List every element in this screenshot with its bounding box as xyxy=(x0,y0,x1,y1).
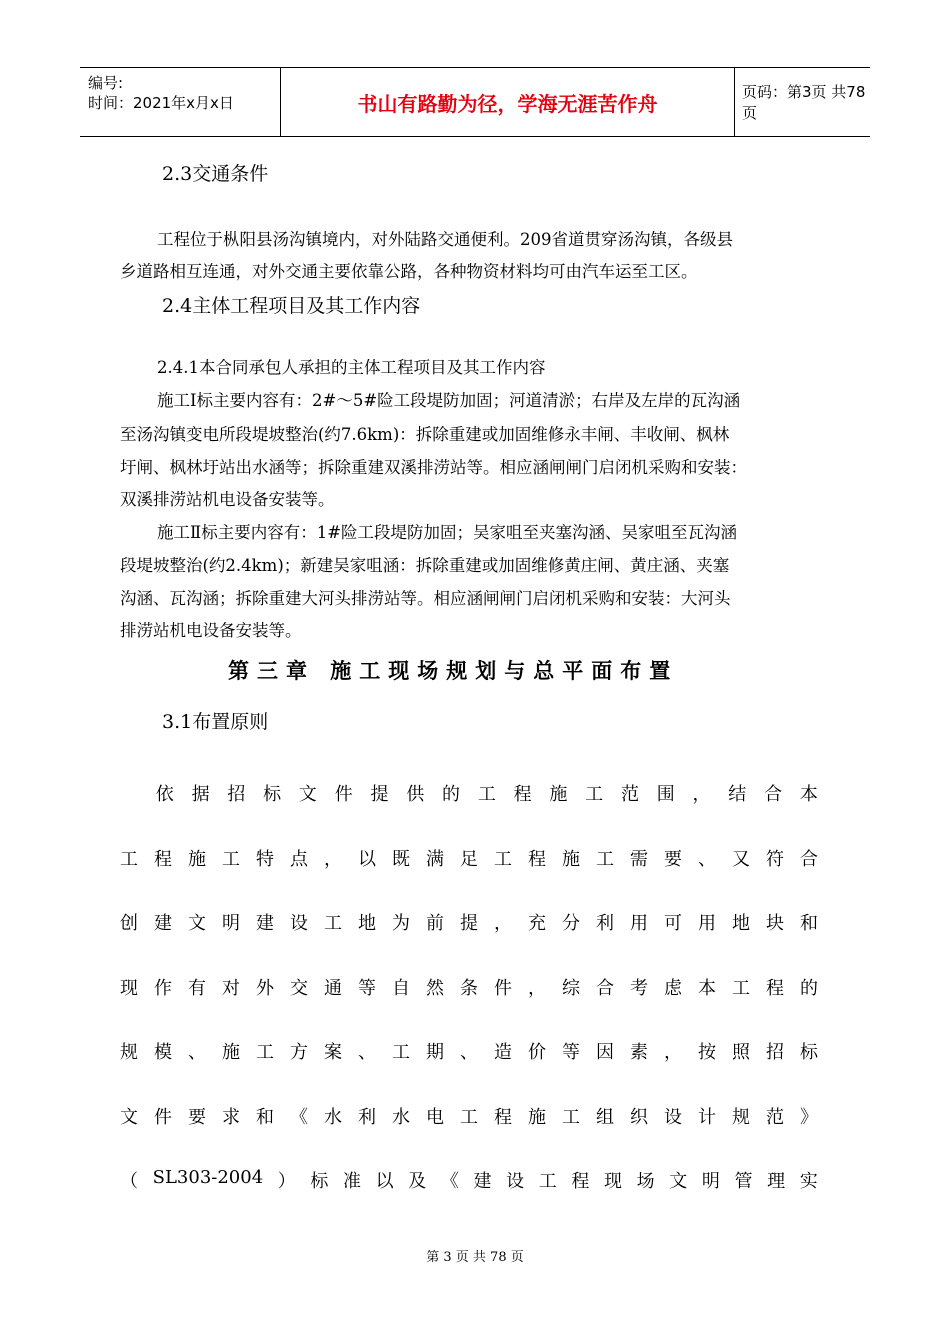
spaced-line: 文 件 要 求 和 《 水 利 水 电 工 程 施 工 组 织 设 计 规 范 》 xyxy=(120,1107,818,1128)
header-page-info: 页码：第3页 共78页 xyxy=(742,83,866,122)
page-header-table xyxy=(80,67,870,137)
spaced-line: 工 程 施 工 特 点 ， 以 既 满 足 工 程 施 工 需 要 、 又 符 合 xyxy=(120,849,818,870)
para-line: 排涝站机电设备安装等。 xyxy=(120,621,302,640)
para-line: 施工Ⅱ标主要内容有：1#险工段堤防加固；吴家咀至夹塞沟涵、吴家咀至瓦沟涵 xyxy=(157,523,738,542)
subsection-2-4-1: 2.4.1本合同承包人承担的主体工程项目及其工作内容 xyxy=(157,358,546,377)
spaced-line: 现 作 有 对 外 交 通 等 自 然 条 件 ， 综 合 考 虑 本 工 程 的 xyxy=(120,978,818,999)
spaced-line: 规 模 、 施 工 方 案 、 工 期 、 造 价 等 因 素 ， 按 照 招 标 xyxy=(120,1042,818,1063)
section-2-3-title: 2.3交通条件 xyxy=(162,163,269,185)
para-line: 圩闸、枫林圩站出水涵等；拆除重建双溪排涝站等。相应涵闸闸门启闭机采购和安装： xyxy=(120,458,747,477)
doc-time-label: 时间：2021年x月x日 xyxy=(88,94,234,112)
para-line: 沟涵、瓦沟涵；拆除重建大河头排涝站等。相应涵闸闸门启闭机采购和安装：大河头 xyxy=(120,589,731,608)
para-line: 至汤沟镇变电所段堤坡整治(约7.6km)：拆除重建或加固维修永丰闸、丰收闸、枫林 xyxy=(120,425,730,444)
para-line: 段堤坡整治(约2.4km)；新建吴家咀涵：拆除重建或加固维修黄庄闸、黄庄涵、夹塞 xyxy=(120,556,730,575)
para-line: 施工Ⅰ标主要内容有：2#～5#险工段堤防加固；河道清淤；右岸及左岸的瓦沟涵 xyxy=(157,391,741,410)
spaced-line: 依 据 招 标 文 件 提 供 的 工 程 施 工 范 围 ， 结 合 本 xyxy=(155,784,818,805)
para-line: 工程位于枞阳县汤沟镇境内，对外陆路交通便利。209省道贯穿汤沟镇，各级县 xyxy=(157,230,733,249)
page-footer: 第 3 页 共 78 页 xyxy=(426,1250,524,1265)
section-2-4-title: 2.4主体工程项目及其工作内容 xyxy=(162,295,421,317)
para-line: 双溪排涝站机电设备安装等。 xyxy=(120,490,335,509)
spaced-line: （ SL303-2004 ） 标 准 以 及 《 建 设 工 程 现 场 文 明 管 理 实 xyxy=(120,1167,818,1192)
chapter-3-title: 第三章 施工现场规划与总平面布置 xyxy=(228,659,679,683)
para-line: 乡道路相互连通，对外交通主要依靠公路，各种物资材料均可由汽车运至工区。 xyxy=(120,262,698,281)
doc-number-label: 编号: xyxy=(88,74,124,92)
header-left-cell xyxy=(80,68,280,136)
spaced-line: 创 建 文 明 建 设 工 地 为 前 提 ， 充 分 利 用 可 用 地 块 和 xyxy=(120,913,818,934)
section-3-1-title: 3.1布置原则 xyxy=(162,711,269,733)
header-motto: 书山有路勤为径，学海无涯苦作舟 xyxy=(280,68,735,136)
